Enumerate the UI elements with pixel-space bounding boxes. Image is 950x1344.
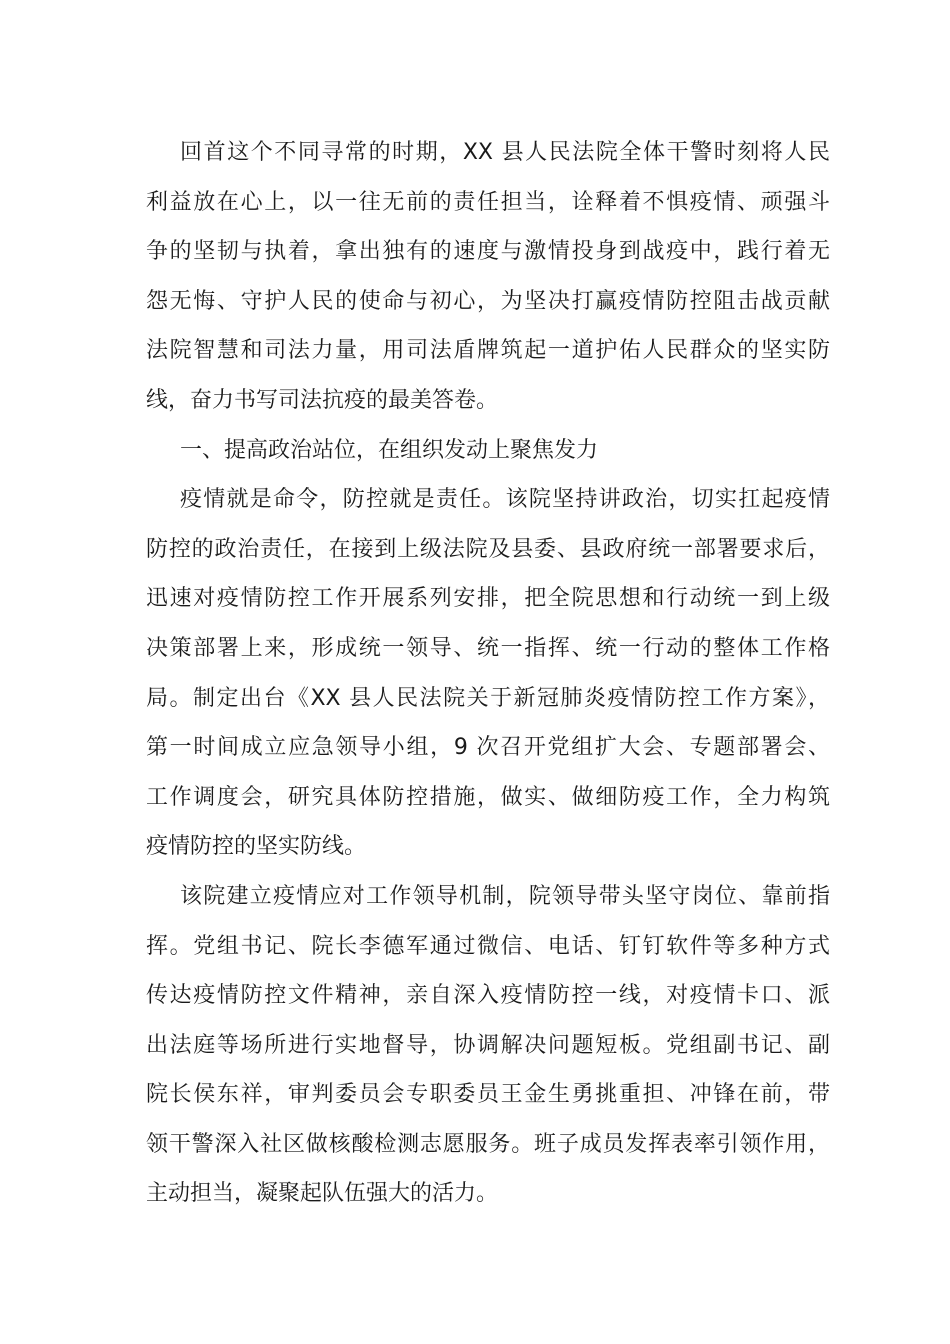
- paragraph-leadership: [146, 872, 830, 1219]
- paragraph-line: 疫情就是命令，防控就是责任。该院坚持讲政治，切实扛起疫情: [180, 487, 830, 513]
- paragraph-line: 迅速对疫情防控工作开展系列安排，把全院思想和行动统一到上级: [146, 586, 830, 612]
- paragraph-intro: [146, 128, 830, 426]
- paragraph-line: 工作调度会，研究具体防控措施，做实、做细防疫工作，全力构筑: [146, 784, 830, 810]
- paragraph-command: [146, 475, 830, 872]
- paragraph-line: 回首这个不同寻常的时期，XX 县人民法院全体干警时刻将人民: [180, 140, 830, 165]
- paragraph-line: 利益放在心上，以一往无前的责任担当，诠释着不惧疫情、顽强斗: [146, 189, 830, 215]
- section-heading-text: 一、提高政治站位，在组织发动上聚焦发力: [180, 437, 599, 463]
- paragraph-line: 该院建立疫情应对工作领导机制，院领导带头坚守岗位、靠前指: [180, 883, 830, 909]
- paragraph-line: 怨无悔、守护人民的使命与初心，为坚决打赢疫情防控阻击战贡献: [146, 288, 830, 314]
- document-body: [146, 128, 830, 1219]
- paragraph-line: 防控的政治责任，在接到上级法院及县委、县政府统一部署要求后，: [146, 536, 830, 562]
- paragraph-line: 传达疫情防控文件精神，亲自深入疫情防控一线，对疫情卡口、派: [146, 983, 830, 1009]
- paragraph-line: 领干警深入社区做核酸检测志愿服务。班子成员发挥表率引领作用，: [146, 1131, 830, 1157]
- paragraph-line: 疫情防控的坚实防线。: [146, 834, 367, 860]
- paragraph-line: 线，奋力书写司法抗疫的最美答卷。: [146, 387, 499, 413]
- section-heading: [146, 426, 830, 476]
- paragraph-line: 出法庭等场所进行实地督导，协调解决问题短板。党组副书记、副: [146, 1032, 830, 1058]
- paragraph-line: 第一时间成立应急领导小组，9 次召开党组扩大会、专题部署会、: [146, 735, 830, 761]
- paragraph-line: 法院智慧和司法力量，用司法盾牌筑起一道护佑人民群众的坚实防: [146, 338, 830, 364]
- paragraph-line: 决策部署上来，形成统一领导、统一指挥、统一行动的整体工作格: [146, 635, 830, 661]
- paragraph-line: 争的坚韧与执着，拿出独有的速度与激情投身到战疫中，践行着无: [146, 239, 830, 265]
- paragraph-line: 院长侯东祥，审判委员会专职委员王金生勇挑重担、冲锋在前，带: [146, 1082, 830, 1108]
- paragraph-line: 主动担当，凝聚起队伍强大的活力。: [146, 1181, 499, 1207]
- paragraph-line: 局。制定出台《XX 县人民法院关于新冠肺炎疫情防控工作方案》，: [146, 685, 830, 711]
- paragraph-line: 挥。党组书记、院长李德军通过微信、电话、钉钉软件等多种方式: [146, 933, 830, 959]
